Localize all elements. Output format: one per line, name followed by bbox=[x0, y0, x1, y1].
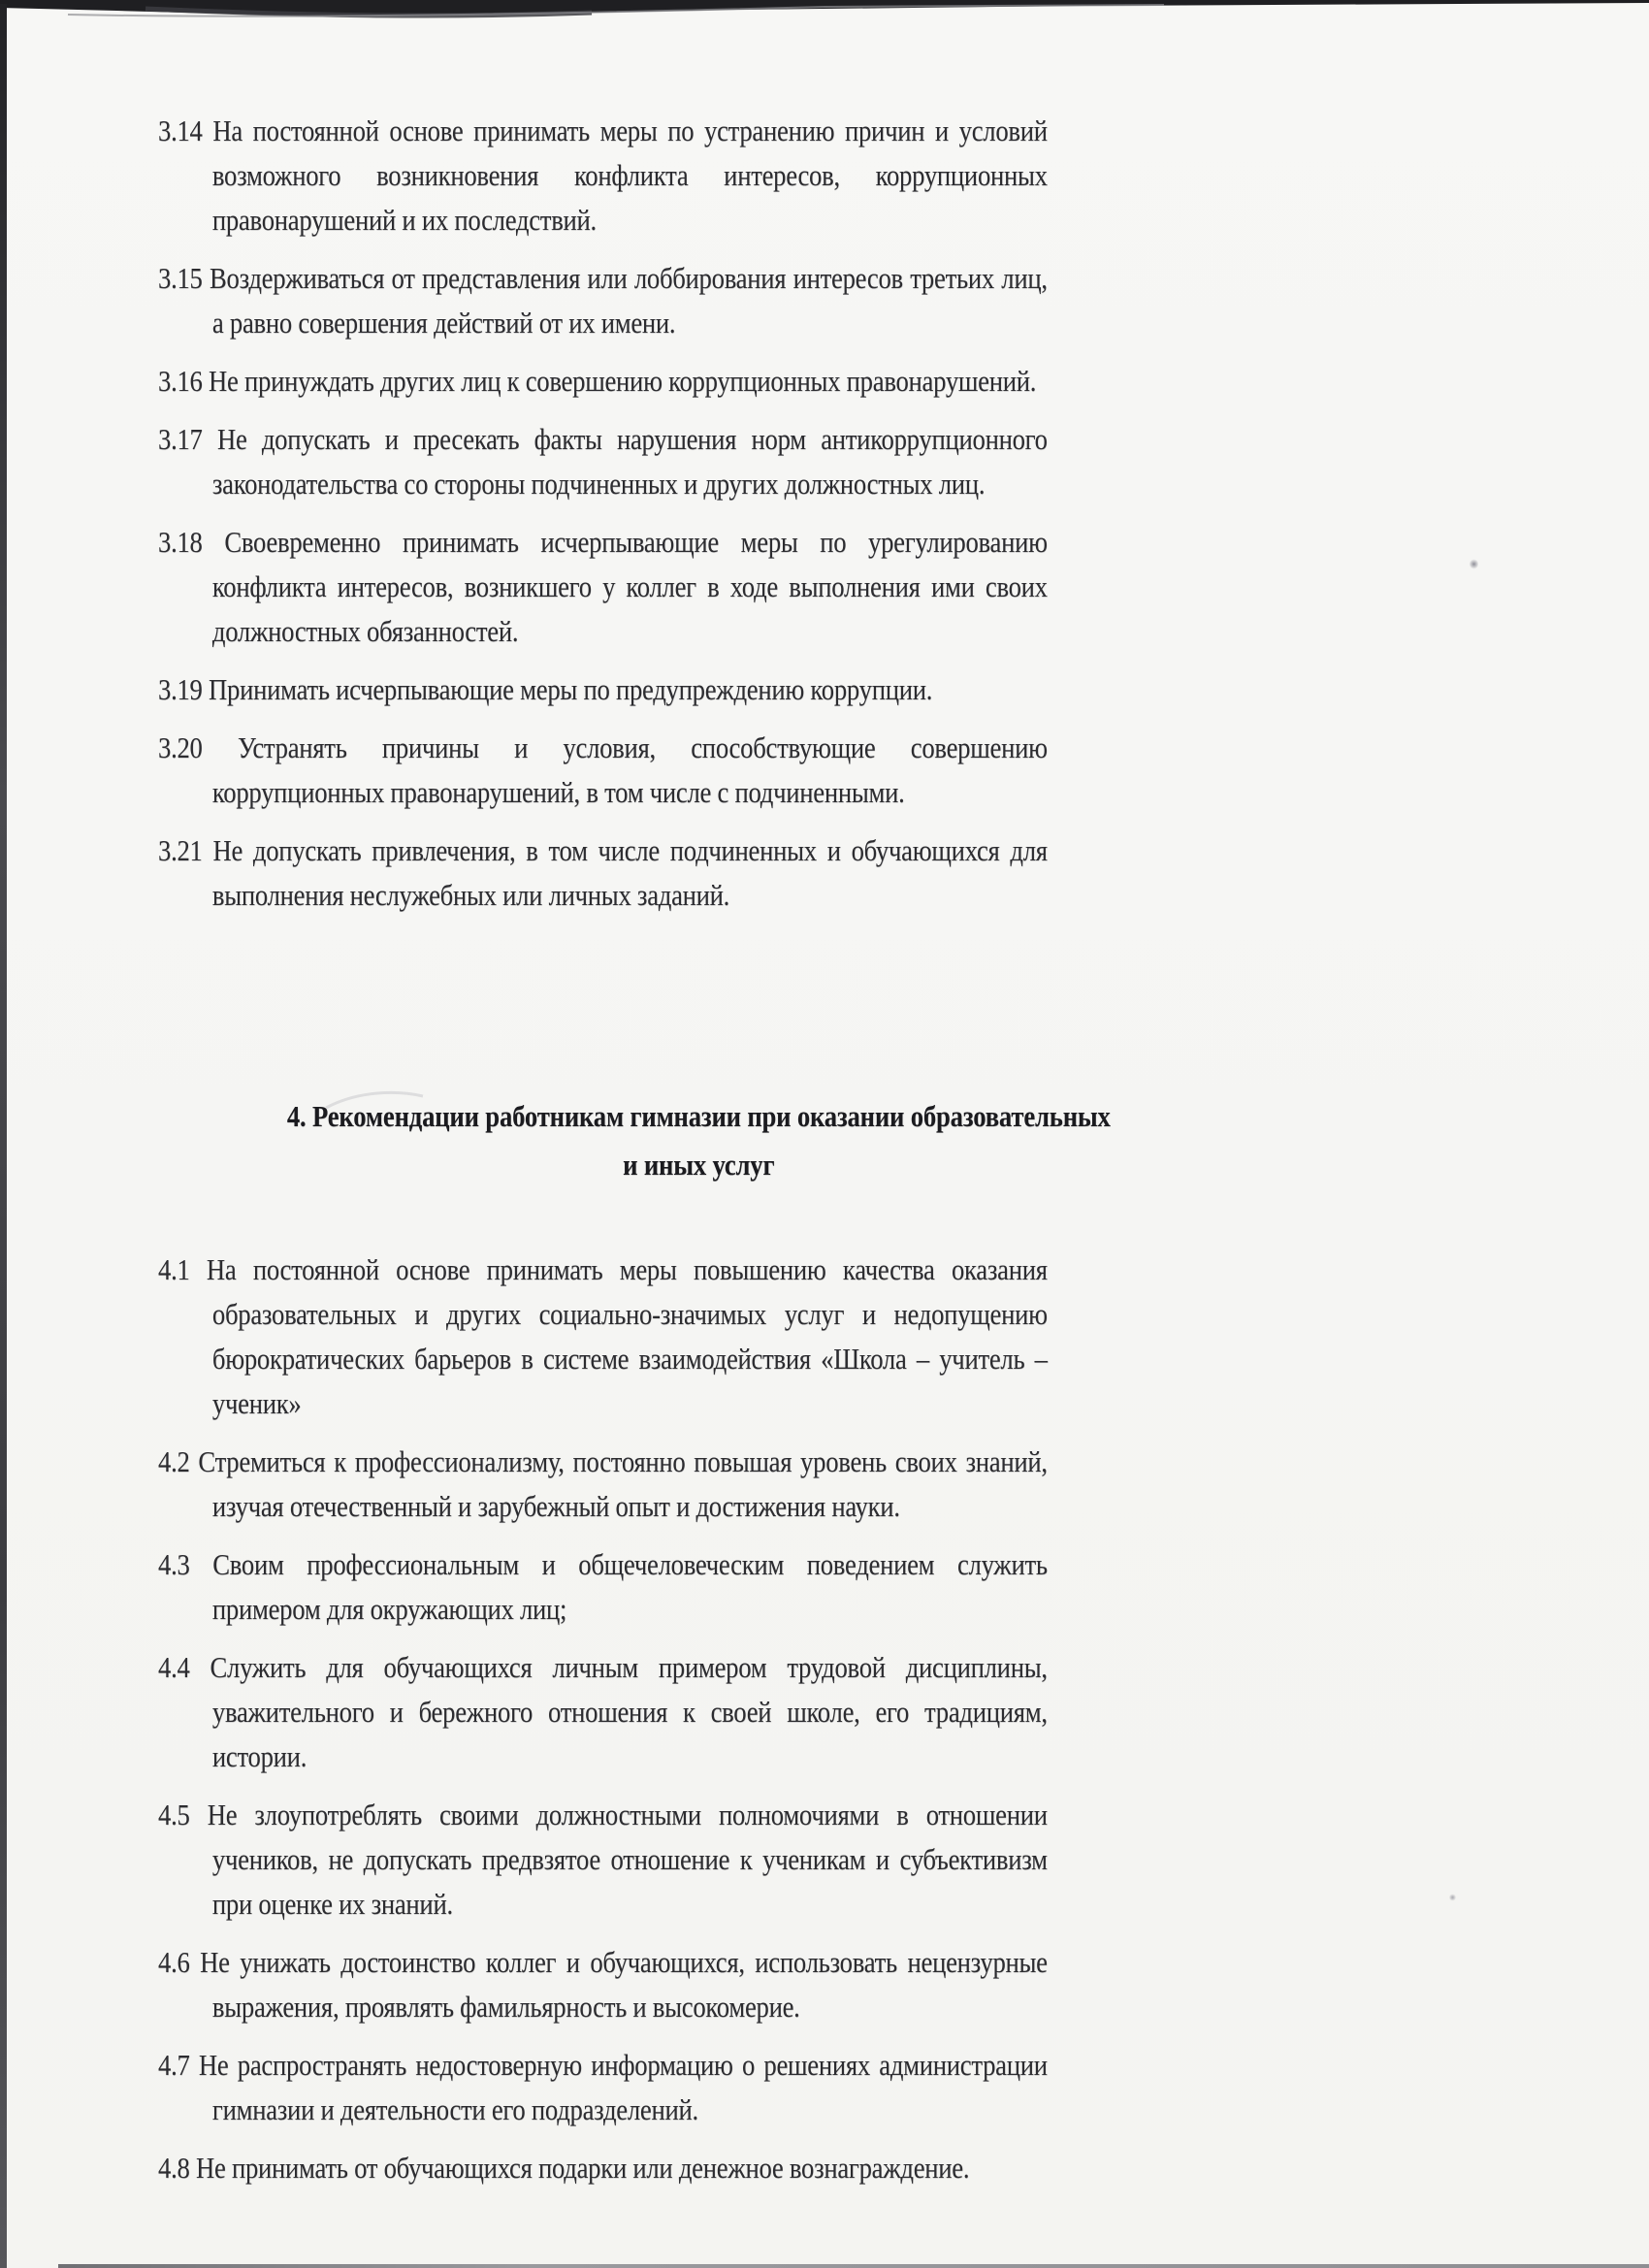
list-item-4-1 bbox=[158, 1247, 1048, 1426]
section-4-heading bbox=[254, 1092, 1144, 1189]
list-item-3-16 bbox=[158, 359, 1048, 404]
list-item-3-19 bbox=[158, 667, 1048, 712]
list-item-4-3 bbox=[158, 1542, 1048, 1632]
scanner-left-edge-artifact bbox=[0, 4, 7, 2268]
scan-speck bbox=[1470, 559, 1478, 569]
list-item-4-4 bbox=[158, 1645, 1048, 1779]
item-text: На постоянной основе принимать меры повышению качества оказания образовательных и других социально-значимых услуг и недопущению бюрократических барьеров в системе взаимодействия «Школа – учитель – ученик» bbox=[206, 1252, 1048, 1420]
item-text: Не распространять недостоверную информацию о решениях администрации гимназии и деятельности его подразделений. bbox=[198, 2048, 1048, 2126]
item-number: 4.6 bbox=[158, 1945, 190, 1979]
list-item-3-15 bbox=[158, 256, 1048, 345]
item-number: 4.8 bbox=[158, 2151, 190, 2185]
list-item-3-21 bbox=[158, 828, 1048, 918]
item-text: Не принимать от обучающихся подарки или денежное вознаграждение. bbox=[195, 2151, 970, 2185]
item-text: Стремиться к профессионализму, постоянно повышая уровень своих знаний, изучая отечественный и зарубежный опыт и достижения науки. bbox=[198, 1444, 1048, 1523]
item-number: 3.19 bbox=[158, 672, 203, 706]
list-item-3-17 bbox=[158, 417, 1048, 506]
item-number: 4.7 bbox=[158, 2048, 190, 2082]
list-item-3-20 bbox=[158, 726, 1048, 815]
item-number: 3.18 bbox=[158, 525, 203, 559]
item-number: 3.17 bbox=[158, 422, 203, 456]
item-number: 3.14 bbox=[158, 113, 203, 147]
scanner-bottom-edge-artifact bbox=[58, 2264, 1649, 2268]
item-number: 3.20 bbox=[158, 730, 203, 764]
item-number: 3.16 bbox=[158, 364, 203, 398]
item-text: Не допускать привлечения, в том числе подчиненных и обучающихся для выполнения неслужебных или личных заданий. bbox=[211, 833, 1048, 912]
item-number: 4.3 bbox=[158, 1547, 190, 1581]
item-number: 4.5 bbox=[158, 1798, 190, 1831]
heading-line-1: 4. Рекомендации работникам гимназии при оказании образовательных bbox=[286, 1099, 1111, 1133]
list-item-3-14 bbox=[158, 109, 1048, 243]
list-item-4-8 bbox=[158, 2146, 1048, 2190]
item-text: Не допускать и пресекать факты нарушения норм антикоррупционного законодательства со стороны подчиненных и других должностных лиц. bbox=[211, 422, 1048, 501]
item-number: 4.2 bbox=[158, 1444, 190, 1478]
item-text: Устранять причины и условия, способствующие совершению коррупционных правонарушений, в том числе с подчиненными. bbox=[211, 730, 1048, 809]
item-number: 3.15 bbox=[158, 261, 203, 295]
document-text-block bbox=[158, 109, 1111, 2204]
scan-speck bbox=[1449, 1894, 1456, 1901]
list-item-4-2 bbox=[158, 1440, 1048, 1529]
item-text: Принимать исчерпывающие меры по предупреждению коррупции. bbox=[209, 672, 933, 706]
item-text: Не злоупотреблять своими должностными полномочиями в отношении учеников, не допускать предвзятое отношение к ученикам и субъективизм при оценке их знаний. bbox=[207, 1798, 1048, 1921]
list-item-4-6 bbox=[158, 1940, 1048, 2029]
item-text: Служить для обучающихся личным примером трудовой дисциплины, уважительного и бережного отношения к своей школе, его традициям, истории. bbox=[210, 1650, 1048, 1773]
item-number: 3.21 bbox=[158, 833, 203, 867]
heading-line-2: и иных услуг bbox=[623, 1148, 775, 1182]
list-item-3-18 bbox=[158, 520, 1048, 654]
item-text: Не принуждать других лиц к совершению коррупционных правонарушений. bbox=[209, 364, 1037, 398]
item-text: Не унижать достоинство коллег и обучающихся, использовать нецензурные выражения, проявлять фамильярность и высокомерие. bbox=[200, 1945, 1048, 2024]
item-text: Воздерживаться от представления или лоббирования интересов третьих лиц, а равно совершения действий от их имени. bbox=[209, 261, 1048, 340]
item-text: Своевременно принимать исчерпывающие меры по урегулированию конфликта интересов, возникшего у коллег в ходе выполнения ими своих должностных обязанностей. bbox=[211, 525, 1048, 648]
scanner-top-edge-artifact bbox=[0, 0, 1649, 39]
item-text: На постоянной основе принимать меры по устранению причин и условий возможного возникновения конфликта интересов, коррупционных правонарушений и их последствий. bbox=[211, 113, 1048, 237]
list-item-4-7 bbox=[158, 2043, 1048, 2132]
item-number: 4.1 bbox=[158, 1252, 190, 1286]
item-number: 4.4 bbox=[158, 1650, 190, 1684]
list-item-4-5 bbox=[158, 1793, 1048, 1927]
item-text: Своим профессиональным и общечеловеческим поведением служить примером для окружающих лиц; bbox=[211, 1547, 1048, 1626]
